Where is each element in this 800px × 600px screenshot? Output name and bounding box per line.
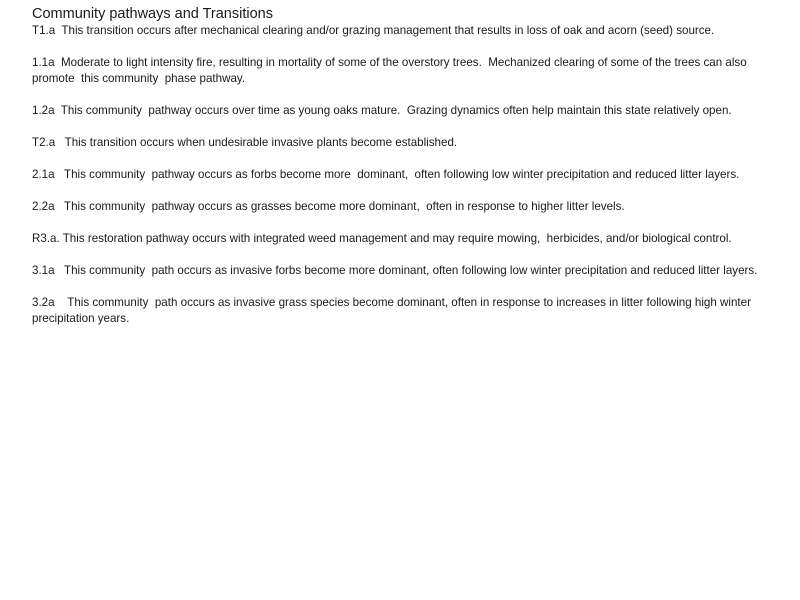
entry-t1a: T1.a This transition occurs after mechanical clearing and/or grazing management that results in loss of oak and acorn (seed) source. [32,24,715,37]
entry-t2a: T2.a This transition occurs when undesirable invasive plants become established. [32,136,458,149]
spacer [32,247,792,263]
spacer [32,119,792,135]
entry-2-1a: 2.1a This community pathway occurs as forbs become more dominant, often following low winter precipitation and reduced litter layers. [32,168,740,181]
spacer [32,183,792,199]
spacer [32,87,792,103]
spacer [32,215,792,231]
spacer [32,279,792,295]
page-title: Community pathways and Transitions [32,6,273,22]
entry-r3a: R3.a. This restoration pathway occurs with integrated weed management and may require mowing, herbicides, and/or biological control. [32,232,732,245]
entry-1-2a: 1.2a This community pathway occurs over time as young oaks mature. Grazing dynamics often help maintain this state relatively open. [32,104,732,117]
entry-2-2a: 2.2a This community pathway occurs as grasses become more dominant, often in response to higher litter levels. [32,200,625,213]
document-page [32,6,792,327]
entry-1-1a: 1.1a Moderate to light intensity fire, resulting in mortality of some of the overstory trees. Mechanized clearing of some of the trees can also promote this community phase pathway. [32,56,750,85]
spacer [32,151,792,167]
entry-3-1a: 3.1a This community path occurs as invasive forbs become more dominant, often following low winter precipitation and reduced litter layers. [32,264,758,277]
entry-3-2a: 3.2a This community path occurs as invasive grass species become dominant, often in response to increases in litter following high winter precipitation years. [32,296,755,325]
spacer [32,39,792,55]
